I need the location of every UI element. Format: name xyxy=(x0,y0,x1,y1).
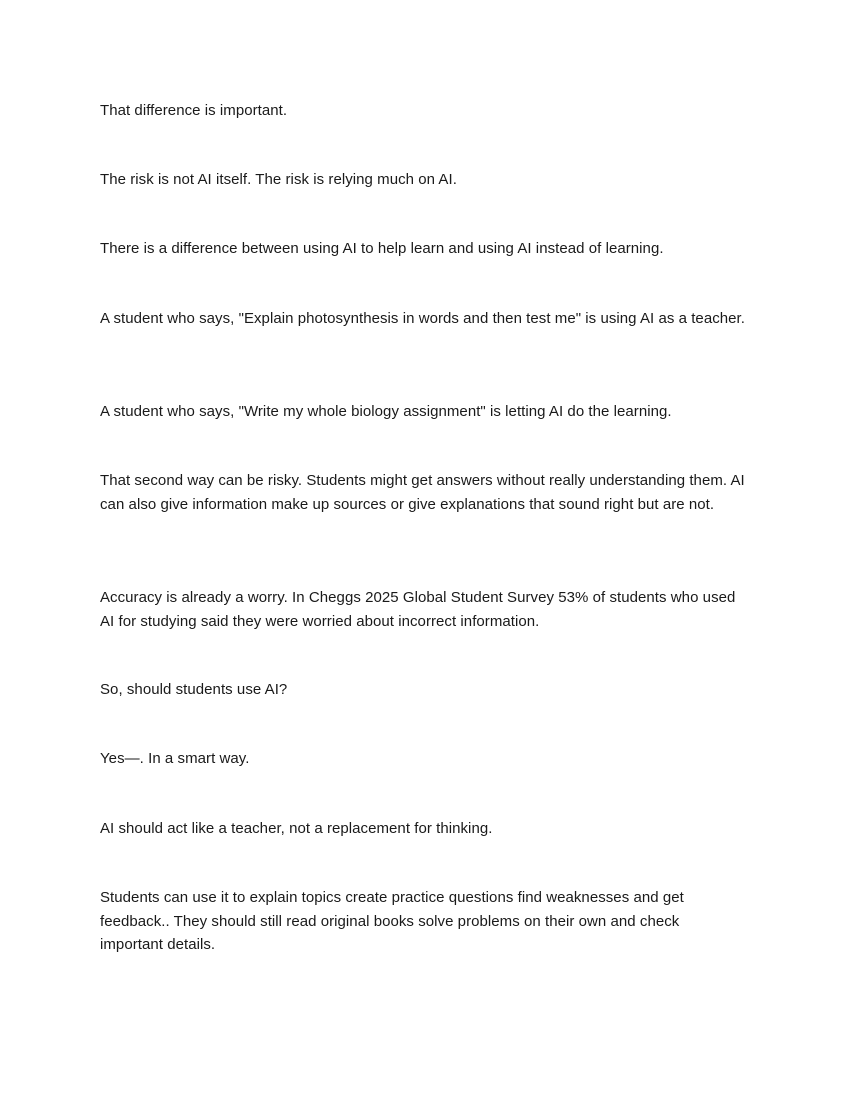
paragraph-ai-like-teacher: AI should act like a teacher, not a replacement for thinking. xyxy=(100,820,493,837)
paragraph-second-way-risky: That second way can be risky. Students might get answers without really understanding them. AI can also give information make up sources or give explanations that sound right but are not. xyxy=(100,472,745,513)
paragraph-students-can-use: Students can use it to explain topics create practice questions find weaknesses and get feedback.. They should still read original books solve problems on their own and check important details. xyxy=(100,889,684,953)
paragraph-risk: The risk is not AI itself. The risk is relying much on AI. xyxy=(100,171,457,188)
paragraph-ai-as-teacher: A student who says, "Explain photosynthesis in words and then test me" is using AI as a teacher. xyxy=(100,310,745,327)
paragraph-yes-smart-way: Yes—. In a smart way. xyxy=(100,750,250,767)
paragraph-help-vs-instead: There is a difference between using AI to help learn and using AI instead of learning. xyxy=(100,240,664,257)
paragraph-accuracy-worry: Accuracy is already a worry. In Cheggs 2025 Global Student Survey 53% of students who used AI for studying said they were worried about incorrect information. xyxy=(100,589,736,630)
paragraph-should-students-use-ai: So, should students use AI? xyxy=(100,681,288,698)
paragraph-ai-does-learning: A student who says, "Write my whole biology assignment" is letting AI do the learning. xyxy=(100,403,672,420)
paragraph-difference-important: That difference is important. xyxy=(100,102,288,119)
